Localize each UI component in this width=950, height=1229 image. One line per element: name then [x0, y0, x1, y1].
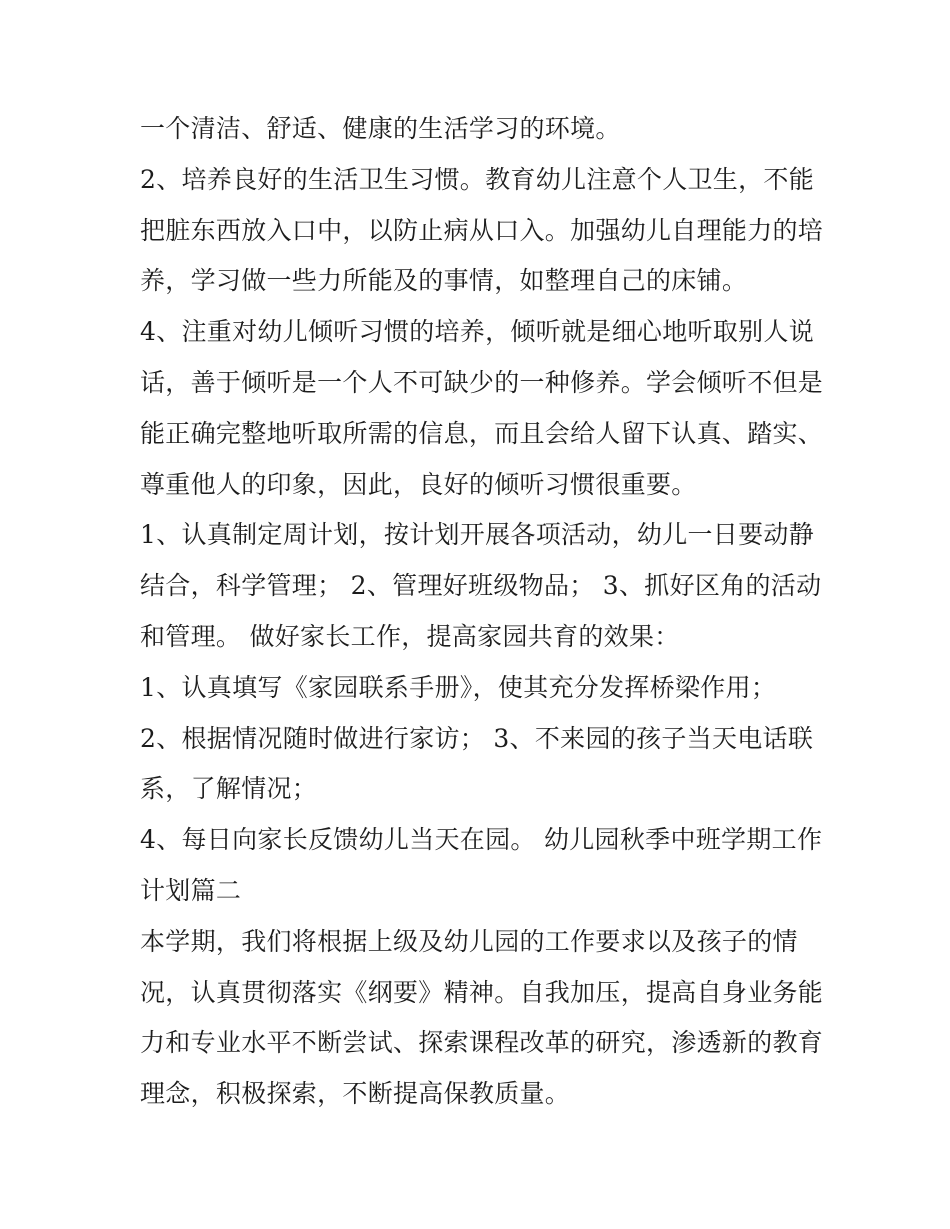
text-line: 尊重他人的印象，因此，良好的倾听习惯很重要。 — [140, 469, 697, 499]
text-line: 和管理。 做好家长工作，提高家园共育的效果： — [140, 621, 680, 651]
text-line: 1、认真制定周计划，按计划开展各项活动，幼儿一日要动静 — [140, 520, 815, 550]
text-line: 养，学习做一些力所能及的事情，如整理自己的床铺。 — [140, 266, 748, 296]
text-line: 1、认真填写《家园联系手册》，使其充分发挥桥梁作用； — [140, 672, 777, 702]
text-line: 话，善于倾听是一个人不可缺少的一种修养。学会倾听不但是 — [140, 367, 824, 397]
text-line: 系，了解情况； — [140, 774, 318, 804]
text-line: 况，认真贯彻落实《纲要》精神。自我加压，提高自身业务能 — [140, 977, 824, 1007]
text-line: 理念，积极探索，不断提高保教质量。 — [140, 1079, 571, 1109]
text-line: 4、每日向家长反馈幼儿当天在园。 幼儿园秋季中班学期工作 — [140, 825, 823, 855]
text-line: 能正确完整地听取所需的信息，而且会给人留下认真、踏实、 — [140, 418, 824, 448]
text-line: 结合，科学管理； 2、管理好班级物品； 3、抓好区角的活动 — [140, 571, 822, 601]
text-line: 本学期，我们将根据上级及幼儿园的工作要求以及孩子的情 — [140, 926, 798, 956]
text-line: 计划篇二 — [140, 875, 242, 905]
text-line: 把脏东西放入口中，以防止病从口入。加强幼儿自理能力的培 — [140, 215, 824, 245]
text-line: 4、注重对幼儿倾听习惯的培养，倾听就是细心地听取别人说 — [140, 317, 815, 347]
text-line: 一个清洁、舒适、健康的生活学习的环境。 — [140, 114, 621, 143]
document-body-text — [140, 104, 824, 1120]
text-line: 力和专业水平不断尝试、探索课程改革的研究，渗透新的教育 — [140, 1028, 824, 1058]
text-line: 2、根据情况随时做进行家访； 3、不来园的孩子当天电话联 — [140, 723, 814, 753]
text-line: 2、培养良好的生活卫生习惯。教育幼儿注意个人卫生，不能 — [140, 164, 815, 194]
